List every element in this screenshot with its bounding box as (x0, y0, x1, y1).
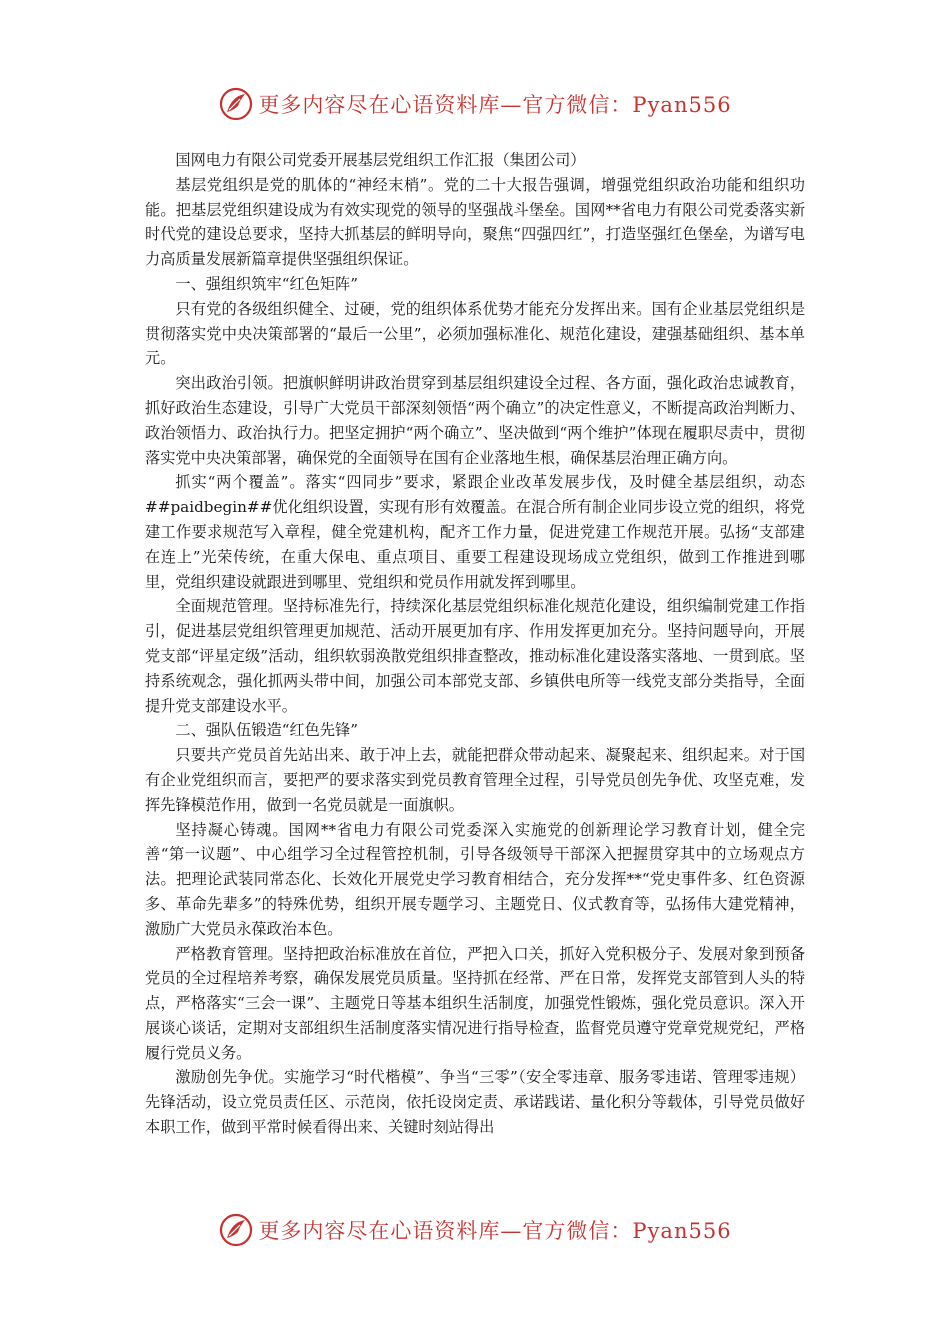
paragraph: 抓实“两个覆盖”。落实“四同步”要求，紧跟企业改革发展步伐，及时健全基层组织，动态##paidbegin##优化组织设置，实现有形有效覆盖。在混合所有制企业同步设立党的组织，将党建工作要求规范写入章程，健全党建机构，配齐工作力量，促进党建工作规范开展。弘扬“支部建在连上”光荣传统，在重大保电、重点项目、重要工程建设现场成立党组织，做到工作推进到哪里，党组织建设就跟进到哪里、党组织和党员作用就发挥到哪里。 (145, 473, 805, 591)
document-title: 国网电力有限公司党委开展基层党组织工作汇报（集团公司） (175, 151, 586, 169)
paragraph: 全面规范管理。坚持标准先行，持续深化基层党组织标准化规范化建设，组织编制党建工作指引，促进基层党组织管理更加规范、活动开展更加有序、作用发挥更加充分。坚持问题导向，开展党支部“评星定级”活动，组织软弱涣散党组织排查整改，推动标准化建设落实落地、一贯到底。坚持系统观念，强化抓两头带中间，加强公司本部党支部、乡镇供电所等一线党支部分类指导，全面提升党支部建设水平。 (145, 597, 805, 715)
logo-icon (218, 86, 254, 122)
logo-icon (218, 1212, 254, 1248)
section-heading: 一、强组织筑牢“红色矩阵” (175, 274, 358, 293)
paragraph: 基层党组织是党的肌体的“神经末梢”。党的二十大报告强调，增强党组织政治功能和组织功能。把基层党组织建设成为有效实现党的领导的坚强战斗堡垒。国网**省电力有限公司党委落实新时代党的建设总要求，坚持大抓基层的鲜明导向，聚焦“四强四红”，打造坚强红色堡垒，为谱写电力高质量发展新篇章提供坚强组织保证。 (145, 175, 805, 269)
header-banner (0, 84, 950, 124)
banner-text: 更多内容尽在心语资料库—官方微信：Pyan556 (258, 1219, 732, 1243)
paragraph: 坚持凝心铸魂。国网**省电力有限公司党委深入实施党的创新理论学习教育计划，健全完善“第一议题”、中心组学习全过程管控机制，引导各级领导干部深入把握贯穿其中的立场观点方法。把理论武装同常态化、长效化开展党史学习教育相结合，充分发挥**“党史事件多、红色资源多、革命先辈多”的特殊优势，组织开展专题学习、主题党日、仪式教育等，弘扬伟大建党精神，激励广大党员永葆政治本色。 (145, 820, 805, 938)
paragraph: 只要共产党员首先站出来、敢于冲上去，就能把群众带动起来、凝聚起来、组织起来。对于国有企业党组织而言，要把严的要求落实到党员教育管理全过程，引导党员创先争优、攻坚克难，发挥先锋模范作用，做到一名党员就是一面旗帜。 (145, 746, 805, 814)
paragraph: 严格教育管理。坚持把政治标准放在首位，严把入口关，抓好入党积极分子、发展对象到预备党员的全过程培养考察，确保发展党员质量。坚持抓在经常、严在日常，发挥党支部管到人头的特点，严格落实“三会一课”、主题党日等基本组织生活制度，加强党性锻炼，强化党员意识。深入开展谈心谈话，定期对支部组织生活制度落实情况进行指导检查，监督党员遵守党章党规党纪，严格履行党员义务。 (145, 944, 805, 1062)
banner-text: 更多内容尽在心语资料库—官方微信：Pyan556 (258, 93, 732, 117)
paragraph: 突出政治引领。把旗帜鲜明讲政治贯穿到基层组织建设全过程、各方面，强化政治忠诚教育，抓好政治生态建设，引导广大党员干部深刻领悟“两个确立”的决定性意义，不断提高政治判断力、政治领悟力、政治执行力。把坚定拥护“两个确立”、坚决做到“两个维护”体现在履职尽责中，贯彻落实党中央决策部署，确保党的全面领导在国有企业落地生根，确保基层治理正确方向。 (145, 374, 805, 467)
document-body (145, 148, 805, 1140)
paragraph: 激励创先争优。实施学习“时代楷模”、争当“三零”（安全零违章、服务零违诺、管理零违规）先锋活动，设立党员责任区、示范岗，依托设岗定责、承诺践诺、量化积分等载体，引导党员做好本职工作，做到平常时候看得出来、关键时刻站得出 (145, 1068, 805, 1137)
section-heading: 二、强队伍锻造“红色先锋” (175, 721, 358, 740)
footer-banner (0, 1210, 950, 1250)
paragraph: 只有党的各级组织健全、过硬，党的组织体系优势才能充分发挥出来。国有企业基层党组织是贯彻落实党中央决策部署的“最后一公里”，必须加强标准化、规范化建设，建强基础组织、基本单元。 (145, 299, 805, 368)
